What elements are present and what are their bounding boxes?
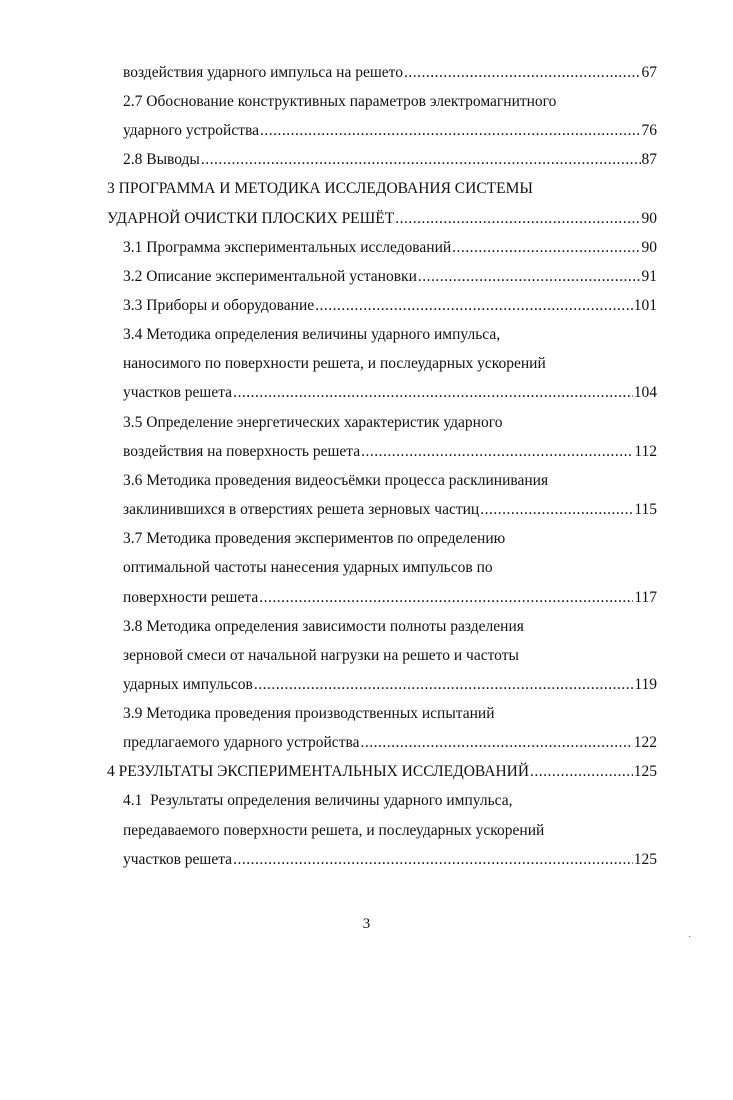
toc-page-number: 125 — [633, 763, 657, 780]
toc-entry-text: предлагаемого ударного устройства — [123, 734, 360, 751]
toc-line — [123, 587, 657, 609]
dot-leader — [418, 266, 641, 288]
toc-page-number: 104 — [633, 384, 657, 401]
toc-entry-text: ударных импульсов — [123, 676, 253, 693]
toc-entry-text: наносимого по поверхности решета, и послеударных ускорений — [123, 355, 546, 372]
toc-line — [123, 616, 657, 638]
toc-page-number: 122 — [633, 734, 657, 751]
toc-entry-text: воздействия на поверхность решета — [123, 443, 361, 460]
dot-leader — [530, 761, 633, 783]
toc-chapter-text: 3 ПРОГРАММА И МЕТОДИКА ИССЛЕДОВАНИЯ СИСТЕМЫ — [107, 180, 533, 197]
toc-line — [123, 324, 657, 346]
toc-line — [123, 849, 657, 871]
toc-entry-text: поверхности решета — [123, 589, 259, 606]
toc-page-number: 67 — [641, 64, 657, 81]
toc-entry-text: 3.1 Программа экспериментальных исследований — [123, 239, 452, 256]
toc-page-number: 125 — [633, 851, 657, 868]
dot-leader — [260, 120, 641, 142]
toc-line — [107, 178, 657, 200]
dot-leader — [254, 674, 633, 696]
toc-page-number: 112 — [634, 443, 657, 460]
toc-page-number: 90 — [641, 210, 657, 227]
toc-page-number: 90 — [641, 239, 657, 256]
dot-leader — [233, 849, 633, 871]
dot-leader — [315, 295, 633, 317]
toc-line — [107, 208, 657, 230]
toc-page-number: 119 — [634, 676, 657, 693]
dot-leader — [395, 208, 640, 230]
toc-entry-text: 3.9 Методика проведения производственных испытаний — [123, 705, 495, 722]
toc-entry-text: 3.2 Описание экспериментальной установки — [123, 268, 417, 285]
toc-entry-text: зерновой смеси от начальной нагрузки на решето и частоты — [123, 647, 519, 664]
toc-page-number: 101 — [633, 297, 657, 314]
toc-chapter-text: 4 РЕЗУЛЬТАТЫ ЭКСПЕРИМЕНТАЛЬНЫХ ИССЛЕДОВАНИЙ — [107, 763, 530, 780]
toc-entry-text: 3.5 Определение энергетических характеристик ударного — [123, 414, 503, 431]
toc-line — [123, 237, 657, 259]
toc-entry-text: ударного устройства — [123, 122, 259, 139]
toc-line — [123, 674, 657, 696]
toc-line — [123, 703, 657, 725]
toc-entry-text: передаваемого поверхности решета, и послеударных ускорений — [123, 822, 545, 839]
dot-leader — [404, 62, 641, 84]
toc-line — [123, 412, 657, 434]
toc-chapter-text: УДАРНОЙ ОЧИСТКИ ПЛОСКИХ РЕШЁТ — [107, 210, 395, 227]
toc-entry-text: 3.8 Методика определения зависимости полноты разделения — [123, 618, 524, 635]
toc-line — [123, 790, 657, 812]
toc-line — [123, 820, 657, 842]
toc-entry-text: 2.8 Выводы — [123, 151, 200, 168]
toc-entry-text: воздействия ударного импульса на решето — [123, 64, 403, 81]
toc-entry-text: участков решета — [123, 384, 233, 401]
toc-entry-text: 3.3 Приборы и оборудование — [123, 297, 315, 314]
toc-line — [123, 120, 657, 142]
toc-entry-text: оптимальной частоты нанесения ударных импульсов по — [123, 559, 493, 576]
toc-line — [123, 499, 657, 521]
toc-line — [123, 353, 657, 375]
toc-line — [123, 295, 657, 317]
page-number: 3 — [362, 916, 371, 932]
toc-line — [123, 528, 657, 550]
dot-leader — [361, 441, 633, 463]
toc-line — [123, 732, 657, 754]
toc-entry-text: 4.1 Результаты определения величины ударного импульса, — [123, 792, 513, 809]
dot-leader — [480, 499, 633, 521]
toc-entry-text: 2.7 Обоснование конструктивных параметров электромагнитного — [123, 93, 557, 110]
dot-leader — [233, 382, 633, 404]
toc-line — [123, 441, 657, 463]
toc-entry-text: 3.7 Методика проведения экспериментов по определению — [123, 530, 506, 547]
toc-line — [123, 557, 657, 579]
toc-page-number: 76 — [641, 122, 657, 139]
toc-entry-text: заклинившихся в отверстиях решета зерновых частиц — [123, 501, 480, 518]
scan-mark: · — [688, 932, 692, 943]
toc-line — [123, 470, 657, 492]
toc-entry-text: 3.6 Методика проведения видеосъёмки процесса расклинивания — [123, 472, 549, 489]
toc-line — [123, 149, 657, 171]
toc-line — [123, 266, 657, 288]
dot-leader — [201, 149, 641, 171]
toc-entry-text: участков решета — [123, 851, 233, 868]
toc-page-number: 115 — [634, 501, 657, 518]
toc-page-number: 91 — [641, 268, 657, 285]
dot-leader — [452, 237, 640, 259]
toc-line — [123, 382, 657, 404]
toc-line — [123, 645, 657, 667]
dot-leader — [259, 587, 633, 609]
toc-page-number: 87 — [641, 151, 657, 168]
dot-leader — [360, 732, 632, 754]
toc-entry-text: 3.4 Методика определения величины ударного импульса, — [123, 326, 501, 343]
toc-line — [123, 91, 657, 113]
toc-line — [107, 761, 657, 783]
toc-line — [123, 62, 657, 84]
toc-page-number: 117 — [634, 589, 657, 606]
